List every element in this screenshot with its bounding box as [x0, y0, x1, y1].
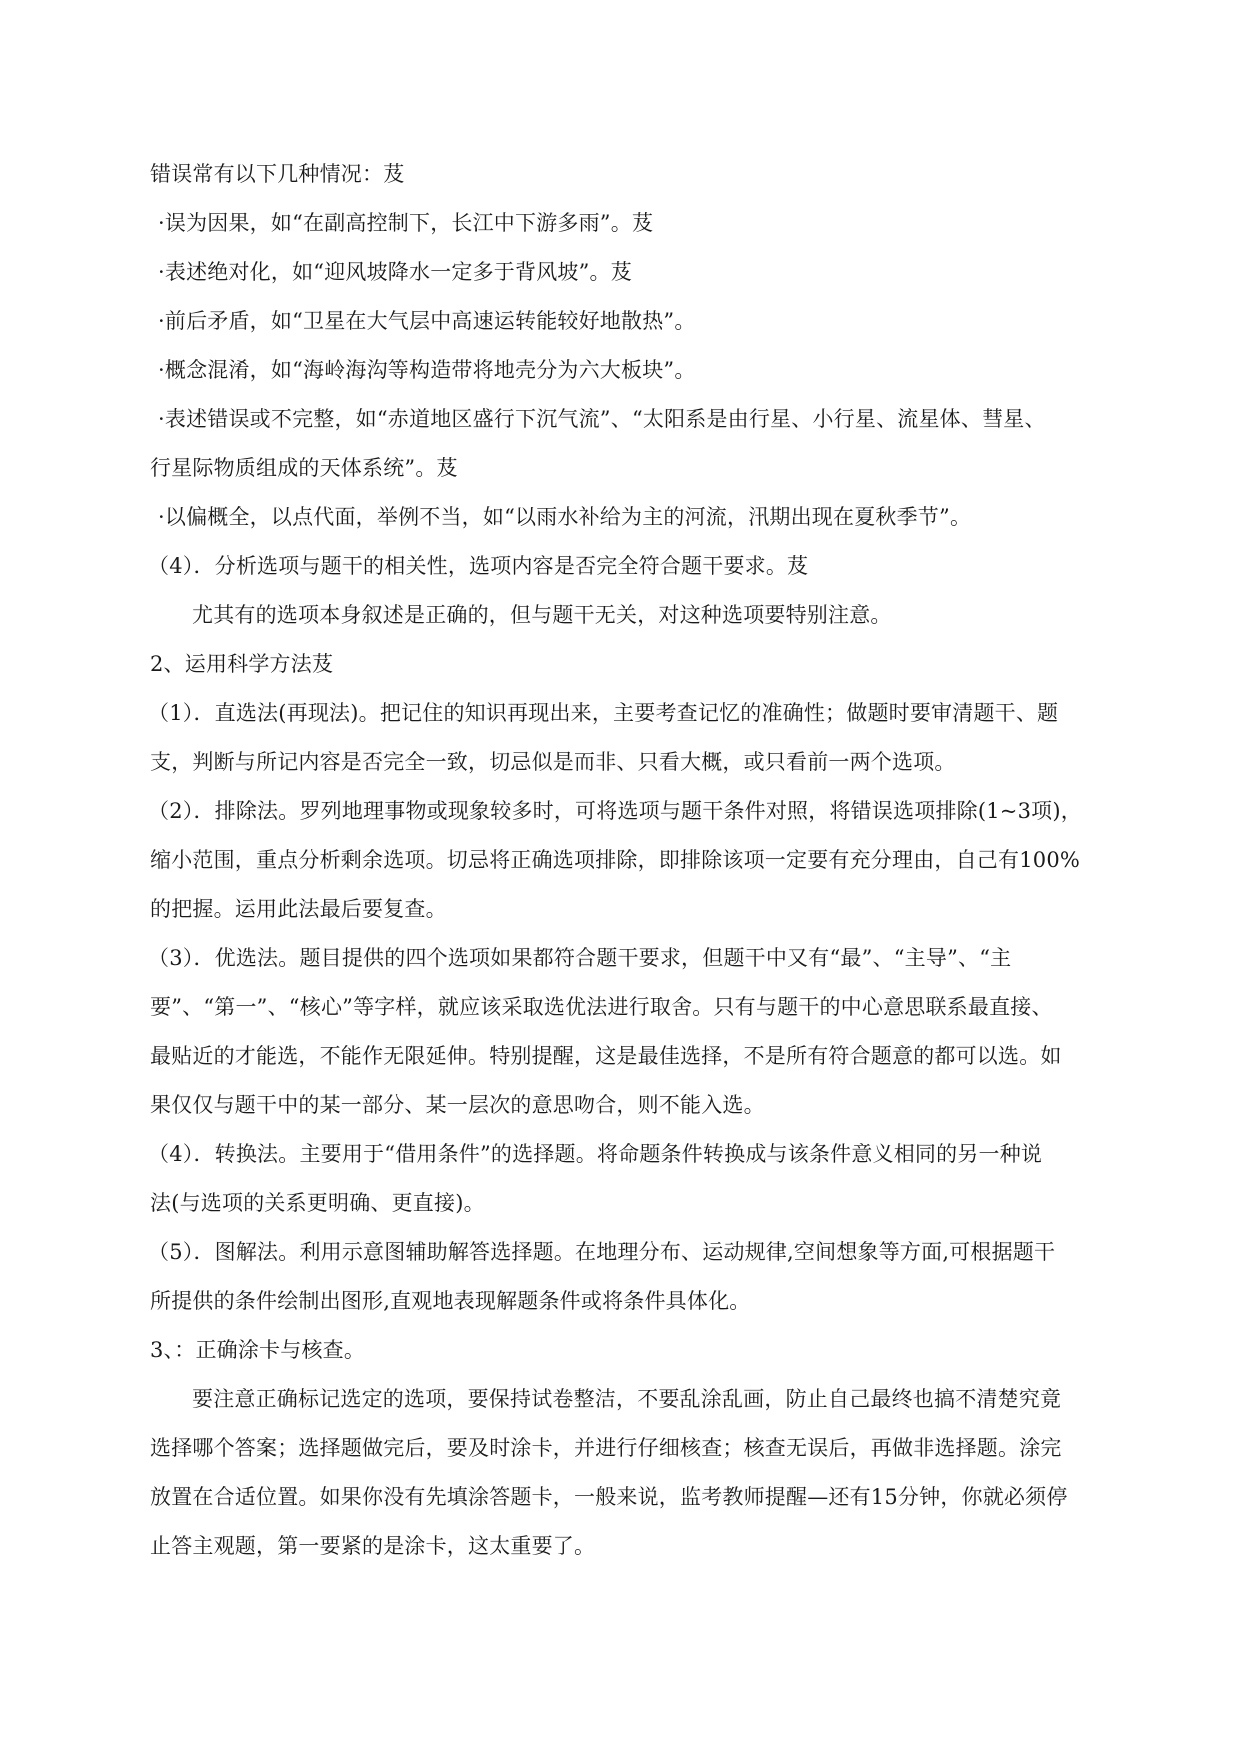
- text-line: 止答主观题，第一要紧的是涂卡，这太重要了。: [150, 1534, 596, 1558]
- text-line: 缩小范围，重点分析剩余选项。切忌将正确选项排除，即排除该项一定要有充分理由，自己有100%: [150, 848, 1081, 872]
- bullet-item: ·误为因果，如“在副高控制下，长江中下游多雨”。芨: [158, 211, 654, 235]
- bullet-item: ·表述绝对化，如“迎风坡降水一定多于背风坡”。芨: [158, 260, 632, 284]
- bullet-item: ·表述错误或不完整，如“赤道地区盛行下沉气流”、“太阳系是由行星、小行星、流星体、彗星、: [158, 407, 1046, 431]
- numbered-item: （1）．直选法(再现法)。把记住的知识再现出来，主要考查记忆的准确性；做题时要审清题干、题: [148, 701, 1059, 725]
- text-line: 错误常有以下几种情况：芨: [150, 162, 405, 186]
- numbered-item: （4）．转换法。主要用于“借用条件”的选择题。将命题条件转换成与该条件意义相同的另一种说: [148, 1142, 1043, 1166]
- numbered-item: （2）．排除法。罗列地理事物或现象较多时，可将选项与题干条件对照，将错误选项排除(1~3项)，: [148, 799, 1082, 823]
- text-line: 法(与选项的关系更明确、更直接)。: [150, 1191, 485, 1215]
- text-line: 的把握。运用此法最后要复查。: [150, 897, 447, 921]
- numbered-item: （5）．图解法。利用示意图辅助解答选择题。在地理分布、运动规律,空间想象等方面,可根据题干: [148, 1240, 1056, 1264]
- text-line: 最贴近的才能选，不能作无限延伸。特别提醒，这是最佳选择，不是所有符合题意的都可以选。如: [150, 1044, 1062, 1068]
- text-line: 所提供的条件绘制出图形,直观地表现解题条件或将条件具体化。: [150, 1289, 751, 1313]
- text-line: 选择哪个答案；选择题做完后，要及时涂卡，并进行仔细核查；核查无误后，再做非选择题。涂完: [150, 1436, 1062, 1460]
- numbered-item: （4）．分析选项与题干的相关性，选项内容是否完全符合题干要求。芨: [148, 554, 809, 578]
- section-heading: 3、：正确涂卡与核查。: [150, 1338, 366, 1362]
- paragraph-line: 尤其有的选项本身叙述是正确的，但与题干无关，对这种选项要特别注意。: [192, 603, 892, 627]
- numbered-item: （3）．优选法。题目提供的四个选项如果都符合题干要求，但题干中又有“最”、“主导”、“主: [148, 946, 1012, 970]
- bullet-item: ·以偏概全，以点代面，举例不当，如“以雨水补给为主的河流，汛期出现在夏秋季节”。: [158, 505, 972, 529]
- text-line: 果仅仅与题干中的某一部分、某一层次的意思吻合，则不能入选。: [150, 1093, 765, 1117]
- text-line: 行星际物质组成的天体系统”。芨: [150, 456, 458, 480]
- text-line: 放置在合适位置。如果你没有先填涂答题卡，一般来说，监考教师提醒—还有15分钟，你就必须停: [150, 1485, 1068, 1509]
- paragraph-line: 要注意正确标记选定的选项，要保持试卷整洁，不要乱涂乱画，防止自己最终也搞不清楚究竟: [192, 1387, 1062, 1411]
- bullet-item: ·概念混淆，如“海岭海沟等构造带将地壳分为六大板块”。: [158, 358, 696, 382]
- text-line: 要”、“第一”、“核心”等字样，就应该采取选优法进行取舍。只有与题干的中心意思联系最直接、: [150, 995, 1053, 1019]
- section-heading: 2、运用科学方法芨: [150, 652, 334, 676]
- bullet-item: ·前后矛盾，如“卫星在大气层中高速运转能较好地散热”。: [158, 309, 696, 333]
- text-line: 支，判断与所记内容是否完全一致，切忌似是而非、只看大概，或只看前一两个选项。: [150, 750, 956, 774]
